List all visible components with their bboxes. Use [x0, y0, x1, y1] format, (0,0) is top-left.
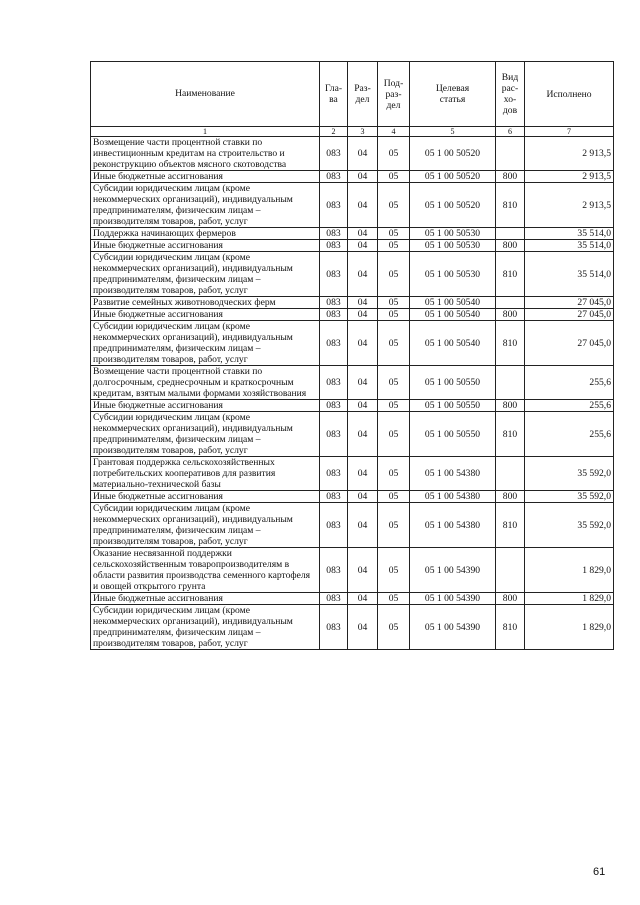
cell-podrazdel: 05: [378, 503, 410, 548]
header-name: Наименование: [91, 62, 320, 127]
cell-done: 1 829,0: [525, 593, 614, 605]
cell-glava: 083: [320, 321, 348, 366]
col-number: 7: [525, 127, 614, 137]
cell-razdel: 04: [348, 297, 378, 309]
cell-razdel: 04: [348, 183, 378, 228]
table-row: [91, 548, 614, 593]
col-number: 2: [320, 127, 348, 137]
cell-podrazdel: 05: [378, 297, 410, 309]
cell-podrazdel: 05: [378, 548, 410, 593]
cell-target: 05 1 00 50530: [410, 252, 496, 297]
cell-glava: 083: [320, 309, 348, 321]
table-row: [91, 457, 614, 491]
cell-vid: 800: [496, 400, 525, 412]
cell-glava: 083: [320, 491, 348, 503]
header-razdel: Раз- дел: [348, 62, 378, 127]
cell-done: 27 045,0: [525, 309, 614, 321]
cell-razdel: 04: [348, 412, 378, 457]
cell-razdel: 04: [348, 548, 378, 593]
cell-podrazdel: 05: [378, 252, 410, 297]
cell-done: 2 913,5: [525, 137, 614, 171]
cell-glava: 083: [320, 183, 348, 228]
cell-name: Грантовая поддержка сельскохозяйственных потребительских кооперативов для развития материально-технической базы: [91, 457, 320, 491]
cell-vid: 810: [496, 183, 525, 228]
header-podrazdel: Под- раз- дел: [378, 62, 410, 127]
cell-target: 05 1 00 50530: [410, 228, 496, 240]
cell-glava: 083: [320, 171, 348, 183]
cell-razdel: 04: [348, 457, 378, 491]
cell-done: 2 913,5: [525, 183, 614, 228]
table-row: [91, 297, 614, 309]
cell-name: Иные бюджетные ассигнования: [91, 240, 320, 252]
cell-name: Иные бюджетные ассигнования: [91, 593, 320, 605]
cell-podrazdel: 05: [378, 309, 410, 321]
cell-name: Возмещение части процентной ставки по долгосрочным, среднесрочным и краткосрочным кредитам, взятым малыми формами хозяйствования: [91, 366, 320, 400]
cell-name: Субсидии юридическим лицам (кроме некоммерческих организаций), индивидуальным предпринимателям, физическим лицам – производителям товаров, работ, услуг: [91, 605, 320, 650]
cell-target: 05 1 00 50540: [410, 309, 496, 321]
table-row: [91, 400, 614, 412]
budget-table: [90, 61, 614, 650]
col-number: 5: [410, 127, 496, 137]
header-glava: Гла- ва: [320, 62, 348, 127]
cell-razdel: 04: [348, 366, 378, 400]
cell-name: Оказание несвязанной поддержки сельскохозяйственным товаропроизводителям в области развития производства семенного картофеля и овощей открытого грунта: [91, 548, 320, 593]
cell-target: 05 1 00 50540: [410, 297, 496, 309]
cell-vid: 800: [496, 309, 525, 321]
cell-target: 05 1 00 50530: [410, 240, 496, 252]
cell-target: 05 1 00 50550: [410, 412, 496, 457]
cell-vid: [496, 548, 525, 593]
table-row: [91, 309, 614, 321]
cell-razdel: 04: [348, 593, 378, 605]
cell-name: Поддержка начинающих фермеров: [91, 228, 320, 240]
cell-target: 05 1 00 54390: [410, 548, 496, 593]
cell-name: Иные бюджетные ассигнования: [91, 171, 320, 183]
cell-done: 35 592,0: [525, 457, 614, 491]
table-row: [91, 228, 614, 240]
cell-podrazdel: 05: [378, 593, 410, 605]
cell-done: 35 514,0: [525, 240, 614, 252]
cell-glava: 083: [320, 457, 348, 491]
cell-vid: 800: [496, 593, 525, 605]
cell-target: 05 1 00 50540: [410, 321, 496, 366]
cell-podrazdel: 05: [378, 171, 410, 183]
cell-vid: 800: [496, 171, 525, 183]
header-target: Целевая статья: [410, 62, 496, 127]
cell-done: 35 592,0: [525, 491, 614, 503]
cell-podrazdel: 05: [378, 457, 410, 491]
cell-podrazdel: 05: [378, 137, 410, 171]
cell-razdel: 04: [348, 321, 378, 366]
header-vid: Вид рас- хо- дов: [496, 62, 525, 127]
table-row: [91, 137, 614, 171]
cell-razdel: 04: [348, 605, 378, 650]
cell-done: 1 829,0: [525, 548, 614, 593]
cell-podrazdel: 05: [378, 366, 410, 400]
cell-vid: [496, 457, 525, 491]
cell-glava: 083: [320, 605, 348, 650]
cell-razdel: 04: [348, 171, 378, 183]
table-row: [91, 252, 614, 297]
cell-done: 255,6: [525, 412, 614, 457]
col-number: 4: [378, 127, 410, 137]
table-row: [91, 240, 614, 252]
cell-target: 05 1 00 54380: [410, 457, 496, 491]
cell-razdel: 04: [348, 252, 378, 297]
cell-podrazdel: 05: [378, 605, 410, 650]
cell-target: 05 1 00 54380: [410, 491, 496, 503]
cell-target: 05 1 00 50520: [410, 183, 496, 228]
cell-name: Субсидии юридическим лицам (кроме некоммерческих организаций), индивидуальным предпринимателям, физическим лицам – производителям товаров, работ, услуг: [91, 321, 320, 366]
cell-glava: 083: [320, 548, 348, 593]
cell-razdel: 04: [348, 309, 378, 321]
cell-glava: 083: [320, 366, 348, 400]
cell-podrazdel: 05: [378, 183, 410, 228]
page-number: 61: [593, 866, 606, 878]
cell-done: 255,6: [525, 400, 614, 412]
cell-target: 05 1 00 54390: [410, 593, 496, 605]
cell-podrazdel: 05: [378, 412, 410, 457]
cell-done: 35 514,0: [525, 228, 614, 240]
cell-target: 05 1 00 50550: [410, 366, 496, 400]
cell-vid: [496, 228, 525, 240]
table-body: [91, 137, 614, 650]
cell-vid: 810: [496, 412, 525, 457]
cell-name: Возмещение части процентной ставки по инвестиционным кредитам на строительство и реконструкцию объектов мясного скотоводства: [91, 137, 320, 171]
cell-razdel: 04: [348, 240, 378, 252]
cell-razdel: 04: [348, 137, 378, 171]
cell-vid: 810: [496, 252, 525, 297]
cell-done: 35 514,0: [525, 252, 614, 297]
cell-vid: 800: [496, 240, 525, 252]
column-numbers-row: [91, 127, 614, 137]
cell-razdel: 04: [348, 503, 378, 548]
cell-name: Иные бюджетные ассигнования: [91, 309, 320, 321]
cell-done: 1 829,0: [525, 605, 614, 650]
cell-name: Иные бюджетные ассигнования: [91, 400, 320, 412]
cell-target: 05 1 00 54380: [410, 503, 496, 548]
cell-glava: 083: [320, 240, 348, 252]
cell-name: Субсидии юридическим лицам (кроме некоммерческих организаций), индивидуальным предпринимателям, физическим лицам – производителям товаров, работ, услуг: [91, 412, 320, 457]
cell-vid: 810: [496, 503, 525, 548]
col-number: 6: [496, 127, 525, 137]
cell-done: 27 045,0: [525, 321, 614, 366]
cell-name: Субсидии юридическим лицам (кроме некоммерческих организаций), индивидуальным предпринимателям, физическим лицам – производителям товаров, работ, услуг: [91, 183, 320, 228]
cell-podrazdel: 05: [378, 491, 410, 503]
cell-glava: 083: [320, 297, 348, 309]
cell-glava: 083: [320, 137, 348, 171]
cell-name: Субсидии юридическим лицам (кроме некоммерческих организаций), индивидуальным предпринимателям, физическим лицам – производителям товаров, работ, услуг: [91, 503, 320, 548]
col-number: 3: [348, 127, 378, 137]
col-number: 1: [91, 127, 320, 137]
cell-vid: [496, 366, 525, 400]
cell-vid: 810: [496, 605, 525, 650]
table-row: [91, 605, 614, 650]
table-row: [91, 171, 614, 183]
cell-podrazdel: 05: [378, 228, 410, 240]
cell-name: Иные бюджетные ассигнования: [91, 491, 320, 503]
table-row: [91, 321, 614, 366]
cell-target: 05 1 00 50520: [410, 137, 496, 171]
cell-podrazdel: 05: [378, 400, 410, 412]
cell-vid: [496, 297, 525, 309]
table-row: [91, 366, 614, 400]
cell-podrazdel: 05: [378, 240, 410, 252]
table-row: [91, 183, 614, 228]
cell-vid: [496, 137, 525, 171]
cell-podrazdel: 05: [378, 321, 410, 366]
cell-vid: 810: [496, 321, 525, 366]
cell-razdel: 04: [348, 491, 378, 503]
cell-name: Развитие семейных животноводческих ферм: [91, 297, 320, 309]
table-row: [91, 503, 614, 548]
cell-target: 05 1 00 50520: [410, 171, 496, 183]
cell-razdel: 04: [348, 228, 378, 240]
cell-target: 05 1 00 54390: [410, 605, 496, 650]
cell-glava: 083: [320, 228, 348, 240]
cell-done: 27 045,0: [525, 297, 614, 309]
cell-glava: 083: [320, 252, 348, 297]
cell-done: 255,6: [525, 366, 614, 400]
cell-done: 35 592,0: [525, 503, 614, 548]
cell-razdel: 04: [348, 400, 378, 412]
header-done: Исполнено: [525, 62, 614, 127]
table-row: [91, 491, 614, 503]
cell-glava: 083: [320, 593, 348, 605]
cell-vid: 800: [496, 491, 525, 503]
table-row: [91, 593, 614, 605]
cell-done: 2 913,5: [525, 171, 614, 183]
cell-glava: 083: [320, 503, 348, 548]
cell-glava: 083: [320, 400, 348, 412]
cell-glava: 083: [320, 412, 348, 457]
cell-target: 05 1 00 50550: [410, 400, 496, 412]
cell-name: Субсидии юридическим лицам (кроме некоммерческих организаций), индивидуальным предпринимателям, физическим лицам – производителям товаров, работ, услуг: [91, 252, 320, 297]
table-row: [91, 412, 614, 457]
